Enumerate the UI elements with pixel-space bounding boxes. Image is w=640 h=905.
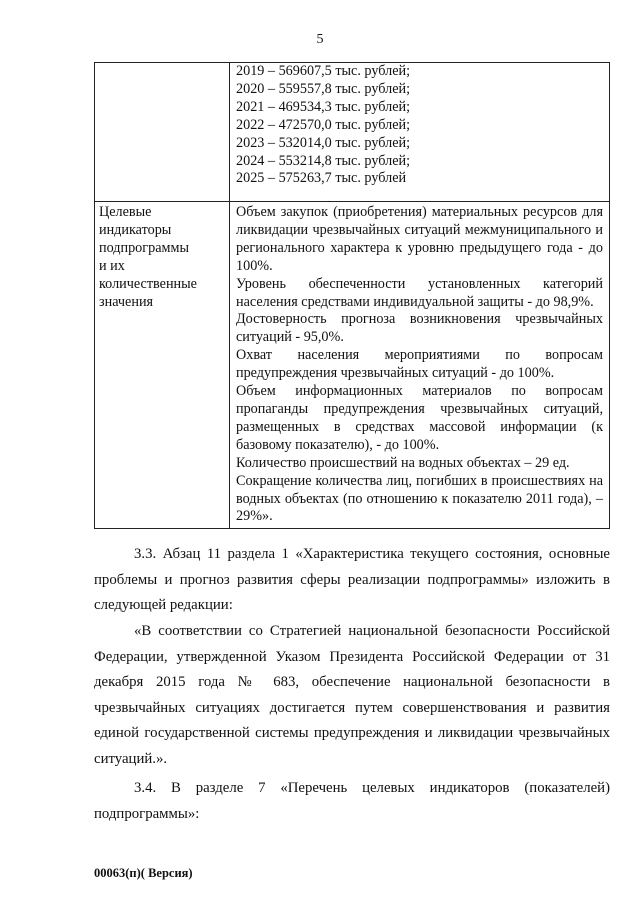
paragraph-3-4: 3.4. В разделе 7 «Перечень целевых индикаторов (показателей) подпрограммы»:	[94, 780, 610, 822]
indicator-item: Количество происшествий на водных объектах – 29 ед.	[236, 454, 570, 471]
indicator-item: Сокращение количества лиц, погибших в происшествиях на водных объектах (по отношению к показателю 2011 года), – 29%».	[236, 472, 603, 525]
label-line: количественные	[99, 275, 197, 292]
program-table	[94, 62, 610, 529]
table-row	[95, 63, 610, 202]
label-line: и их	[99, 257, 125, 274]
funding-line: 2020 – 559557,8 тыс. рублей;	[236, 80, 411, 97]
label-line: подпрограммы	[99, 239, 189, 256]
table-cell-empty	[95, 63, 230, 202]
funding-line: 2021 – 469534,3 тыс. рублей;	[236, 98, 411, 115]
funding-line: 2025 – 575263,7 тыс. рублей	[236, 170, 407, 187]
label-line: Целевые	[99, 204, 152, 220]
label-line: значения	[99, 293, 154, 310]
table-row	[95, 202, 610, 529]
funding-line: 2024 – 553214,8 тыс. рублей;	[236, 152, 411, 169]
label-line: индикаторы	[99, 221, 172, 238]
funding-years-cell	[230, 63, 610, 202]
indicator-item: Охват населения мероприятиями по вопросам предупреждения чрезвычайных ситуаций - до 100%.	[236, 347, 603, 382]
indicators-label-cell	[95, 202, 230, 529]
indicators-values-cell	[230, 202, 610, 529]
indicator-item: Уровень обеспеченности установленных категорий населения средствами индивидуальной защиты - до 98,9%.	[236, 275, 603, 310]
document-footer: 00063(п)( Версия)	[94, 866, 193, 880]
indicator-item: Объем информационных материалов по вопросам пропаганды предупреждения чрезвычайных ситуаций, размещенных в средствах массовой информации (к базовому показателю), - до 100%.	[236, 383, 603, 453]
indicator-item: Объем закупок (приобретения) материальных ресурсов для ликвидации чрезвычайных ситуаций межмуниципального и регионального характера к уровню предыдущего года - до 100%.	[236, 204, 603, 274]
funding-line: 2022 – 472570,0 тыс. рублей;	[236, 116, 411, 133]
page-number: 5	[316, 32, 324, 47]
paragraph-3-3: 3.3. Абзац 11 раздела 1 «Характеристика текущего состояния, основные проблемы и прогноз развития сферы реализации подпрограммы» изложить в следующей редакции:	[94, 546, 610, 613]
funding-line: 2019 – 569607,5 тыс. рублей;	[236, 63, 411, 79]
indicator-item: Достоверность прогноза возникновения чрезвычайных ситуаций - 95,0%.	[236, 311, 603, 346]
paragraph-quote: «В соответствии со Стратегией национальной безопасности Российской Федерации, утвержденной Указом Президента Российской Федерации от 31 декабря 2015 года № 683, обеспечение национальной безопасности в чрезвычайных ситуациях достигается путем совершенствования и развития единой государственной системы предупреждения и ликвидации чрезвычайных ситуаций.».	[94, 623, 610, 767]
funding-line: 2023 – 532014,0 тыс. рублей;	[236, 134, 411, 151]
